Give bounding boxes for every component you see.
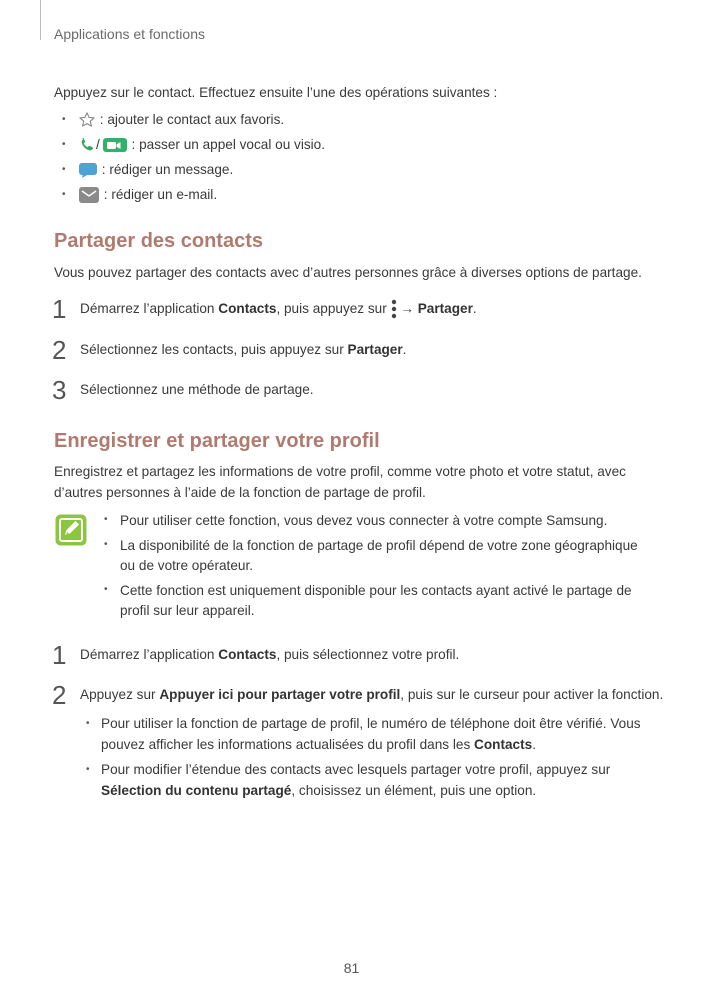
share-section-title: Partager des contacts <box>54 230 263 252</box>
action-message: : rédiger un message. <box>78 160 233 180</box>
header-rule <box>40 0 41 40</box>
share-step-1: Démarrez l’application Contacts, puis appuyez sur → Partager. <box>80 299 477 319</box>
bullet-dot: • <box>62 139 66 150</box>
star-icon <box>78 111 96 129</box>
sub-bullet-1-line2: pouvez afficher les informations actualisées du profil dans les Contacts. <box>101 737 536 752</box>
share-step-3: Sélectionnez une méthode de partage. <box>80 382 314 397</box>
profile-section-desc-line1: Enregistrez et partagez les informations de votre profil, comme votre photo et votre statut, avec <box>54 464 626 479</box>
share-step-2: Sélectionnez les contacts, puis appuyez sur Partager. <box>80 342 407 357</box>
bullet-dot: • <box>62 114 66 125</box>
phone-icon <box>78 136 96 154</box>
action-call: / : passer un appel vocal ou visio. <box>78 135 325 155</box>
action-email: : rédiger un e-mail. <box>78 185 217 205</box>
step-number: 1 <box>52 640 67 670</box>
step-number: 2 <box>52 335 67 365</box>
bullet-dot: • <box>62 164 66 175</box>
profile-section-desc-line2: d’autres personnes à l’aide de la fonction de partage de profil. <box>54 485 426 500</box>
page-number: 81 <box>343 960 360 976</box>
bullet-dot: • <box>62 189 66 200</box>
intro-text: Appuyez sur le contact. Effectuez ensuite l’une des opérations suivantes : <box>54 85 498 100</box>
page-header: Applications et fonctions <box>54 26 205 42</box>
note-1: Pour utiliser cette fonction, vous devez vous connecter à votre compte Samsung. <box>120 513 608 528</box>
action-favorite: : ajouter le contact aux favoris. <box>78 110 284 130</box>
sub-bullet-2-line1: Pour modifier l’étendue des contacts avec lesquels partager votre profil, appuyez sur <box>101 762 611 777</box>
note-icon <box>54 513 88 547</box>
profile-section-title: Enregistrer et partager votre profil <box>54 430 380 452</box>
note-3-line1: Cette fonction est uniquement disponible pour les contacts ayant activé le partage de <box>120 583 632 598</box>
note-2-line1: La disponibilité de la fonction de partage de profil dépend de votre zone géographique <box>120 538 638 553</box>
mail-icon <box>78 186 100 204</box>
share-section-desc: Vous pouvez partager des contacts avec d’autres personnes grâce à diverses options de partage. <box>54 265 642 280</box>
step-number: 3 <box>52 375 67 405</box>
message-icon <box>78 161 98 179</box>
video-call-icon <box>102 136 128 154</box>
profile-step-2: Appuyez sur Appuyer ici pour partager votre profil, puis sur le curseur pour activer la fonction. <box>80 687 664 702</box>
bullet-dot: • <box>86 718 90 729</box>
step-number: 1 <box>52 294 67 324</box>
bullet-dot: • <box>104 539 108 550</box>
bullet-dot: • <box>86 764 90 775</box>
sub-bullet-2-line2: Sélection du contenu partagé, choisissez un élément, puis une option. <box>101 783 537 798</box>
sub-bullet-1-line1: Pour utiliser la fonction de partage de profil, le numéro de téléphone doit être vérifié. Vous <box>101 716 641 731</box>
bullet-dot: • <box>104 584 108 595</box>
step-number: 2 <box>52 680 67 710</box>
profile-step-1: Démarrez l’application Contacts, puis sélectionnez votre profil. <box>80 647 460 662</box>
bullet-dot: • <box>104 514 108 525</box>
note-3-line2: profil sur leur appareil. <box>120 603 255 618</box>
note-2-line2: ou de votre opérateur. <box>120 558 254 573</box>
